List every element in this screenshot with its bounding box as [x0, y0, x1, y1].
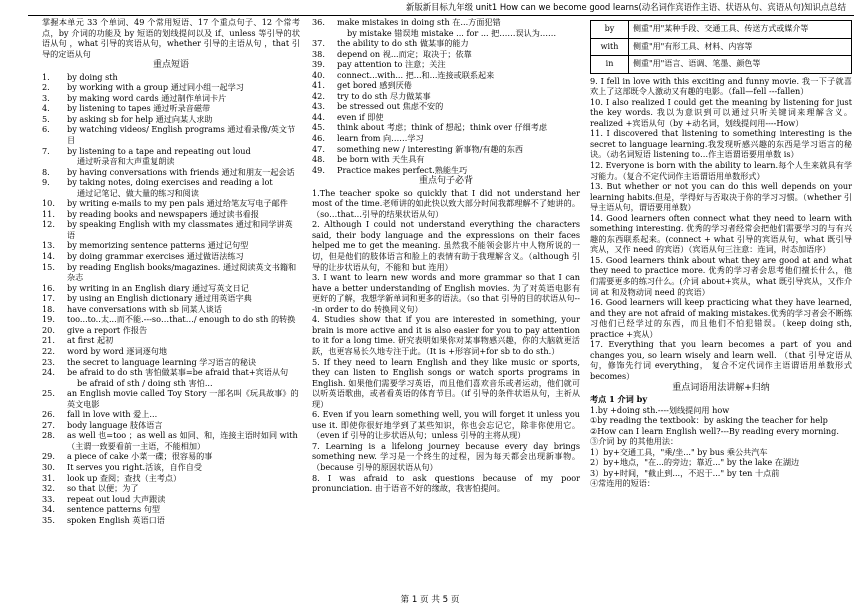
list-item-main: by making word cards 通过制作单词卡片 [67, 92, 227, 103]
list-item-number: 27. [42, 419, 55, 430]
phrase-list [42, 72, 300, 526]
list-item-text [337, 122, 580, 133]
list-item-text [67, 430, 300, 451]
list-item-main: word by word 逐词逐句地 [67, 345, 168, 356]
list-item-text [67, 494, 300, 505]
list-item [42, 325, 300, 336]
list-item-subline: by mistake 错误地 mistake ... for ... 把……误认为…… [347, 27, 557, 38]
list-item-number: 29. [42, 451, 55, 462]
list-item-main: repeat out loud 大声跟读 [67, 493, 166, 504]
list-item-text [67, 293, 300, 304]
sentence-12: 12. Everyone is born with the ability to learn.每个人生来就具有学习能力。（复合不定代词作主语谓语用单数形式） [590, 160, 852, 181]
list-item-number: 20. [42, 324, 55, 335]
list-item-number: 14. [42, 251, 55, 262]
list-item [42, 483, 300, 494]
list-item-main: get bored 感到厌倦 [337, 80, 412, 91]
header-divider [28, 15, 854, 16]
list-item [312, 91, 580, 102]
list-item-number: 28. [42, 430, 55, 441]
list-item [42, 209, 300, 220]
list-item-main: make mistakes in doing sth 在...方面犯错 [337, 17, 501, 27]
list-item-main: It serves you right.活该，自作自受 [67, 461, 203, 472]
table-row [591, 38, 852, 56]
table-cell-value: 侧重"用"某种手段、交通工具、传送方式或媒介等 [629, 21, 852, 39]
list-item-main: connect...with... 把...和...连接或联系起来 [337, 69, 495, 80]
list-item-number: 15. [42, 261, 55, 272]
list-item-text [337, 17, 580, 38]
list-item-number: 10. [42, 198, 55, 209]
list-item-number: 45. [312, 122, 325, 133]
list-item-text [67, 367, 300, 388]
list-item [42, 262, 300, 283]
list-item-text [67, 124, 300, 145]
list-item [312, 80, 580, 91]
list-item-number: 12. [42, 219, 55, 230]
list-item-number: 4. [42, 103, 50, 114]
column-3 [590, 17, 852, 489]
list-item-text [67, 388, 300, 409]
list-item-text [337, 165, 580, 176]
list-item-text [337, 133, 580, 144]
list-item-number: 33. [42, 493, 55, 504]
list-item-main: spoken English 英语口语 [67, 514, 165, 525]
page-footer: 第 1 页 共 5 页 [400, 595, 460, 605]
key-point-title: 考点 1 介词 by [590, 394, 648, 405]
sentence-14: 14. Good learners often connect what they need to learn with something interesting. 优秀的学习者经常会把他们需要学习的与有兴趣的东西联系起来。(connect + what 引导的宾语从句，what 既引导宾从，又作 need 的宾语）（宾语从句三注意：连词，时态加语序） [590, 212, 852, 255]
list-item-text [67, 262, 300, 283]
list-item-main: look up 查阅；查找（主考点） [67, 472, 182, 483]
list-item-main: sentence patterns 句型 [67, 504, 160, 515]
list-item-main: the secret to language learning 学习语言的秘诀 [67, 356, 257, 367]
list-item-main: give a report 作报告 [67, 324, 148, 335]
section-heading-sentences: 重点句子必背 [418, 176, 473, 187]
preposition-table [590, 20, 852, 74]
list-item [312, 165, 580, 176]
list-item-main: by writing in an English diary 通过写英文日记 [67, 282, 249, 293]
list-item-text [67, 314, 300, 325]
list-item-number: 22. [42, 345, 55, 356]
list-item-main: by using an English dictionary 通过用英语字典 [67, 293, 252, 304]
key-point-line: ③介词 by 的其他用法： [590, 436, 679, 447]
list-item-text [67, 103, 300, 114]
key-point-line: ④常连用的短语： [590, 478, 656, 489]
table-cell-value: 侧重"用"有形工具、材料、内容等 [629, 38, 852, 56]
table-cell-key: by [591, 21, 629, 39]
list-item-number: 13. [42, 240, 55, 251]
key-point-line: 3）by+时间，"截止到...，不迟于..." by ten 十点前 [590, 467, 780, 478]
list-item [312, 144, 580, 155]
list-item-number: 36. [312, 17, 325, 27]
list-item-text [337, 80, 580, 91]
list-item-text [67, 325, 300, 336]
list-item-main: be afraid to do sth 害怕做某事=be afraid that+宾语从句 [67, 367, 289, 378]
list-item-text [337, 59, 580, 70]
list-item-number: 24. [42, 367, 55, 378]
section-heading-usage: 重点词语用法讲解+归纳 [672, 382, 770, 393]
list-item-number: 37. [312, 38, 325, 49]
sentence-16: 16. Good learners will keep practicing what they have learned, and they are not afraid of making mistakes.优秀的学习者会不断练习他们已经学过的东西，而且他们不怕犯错误。（keep doing sth, practice +宾从） [590, 297, 852, 339]
list-item-main: by watching videos/ English programs 通过看录像/英文节目 [67, 124, 296, 146]
list-item-number: 8. [42, 166, 50, 177]
list-item-number: 21. [42, 335, 55, 346]
list-item-text [67, 335, 300, 346]
list-item-number: 9. [42, 177, 50, 188]
list-item-text [67, 72, 300, 83]
list-item-text [67, 483, 300, 494]
list-item [312, 133, 580, 144]
list-item-number: 30. [42, 461, 55, 472]
list-item [312, 38, 580, 49]
list-item-text [337, 154, 580, 165]
page-header: 新版新目标九年级 unit1 How can we become good learns(动名词作宾语作主语、状语从句、宾语从句)知识点总结 [405, 2, 846, 12]
list-item-subline: be afraid of sth / doing sth 害怕... [77, 377, 213, 388]
list-item-text [67, 504, 300, 515]
list-item-main: Practice makes perfect.熟能生巧 [337, 164, 468, 175]
list-item-number: 41. [312, 80, 325, 91]
list-item-subline: 通过记笔记、做大量的练习和阅读 [77, 187, 199, 198]
list-item-text [337, 49, 580, 60]
list-item-text [337, 91, 580, 102]
sentence-17: 17. Everything that you learn becomes a part of you and changes you, so learn wisely and learn well. （that 引导定语从句，修饰先行词 everything， 复合不定代词作主语谓语用单数形式 becomes） [590, 339, 852, 381]
table-cell-key: with [591, 38, 629, 56]
list-item-number: 34. [42, 504, 55, 515]
list-item [42, 198, 300, 209]
list-item [42, 240, 300, 251]
sentence-5: 5. If they need to learn English and they like music or sports, they can listen to English songs or watch sports programs in English. 如果他们需要学习英语，而且他们喜欢音乐或者运动，他们就可以听英语歌曲，或者看英语的体育节目。（if 引导的条件状语从句，主祈从现） [312, 356, 580, 409]
list-item [42, 409, 300, 420]
sentence-11: 11. I discovered that listening to something interesting is the secret to language learning.我发现听感兴趣的东西是学习语言的秘诀。（动名词短语 listening to…作主语谓语要用单数 is） [590, 128, 852, 160]
list-item [42, 293, 300, 304]
list-item-text [67, 409, 300, 420]
list-item [312, 17, 580, 38]
list-item-main: think about 考虑；think of 想起；think over 仔细考虑 [337, 122, 548, 133]
list-item-main: by doing sth [67, 71, 118, 82]
list-item-main: by speaking English with my classmates 通过和同学讲英语 [67, 219, 293, 240]
list-item-main: so that 以便；为了 [67, 483, 139, 494]
list-item-main: by listening to tapes 通过听录音磁带 [67, 103, 211, 114]
list-item-number: 44. [312, 111, 325, 122]
list-item [312, 70, 580, 81]
list-item-number: 11. [42, 208, 55, 219]
list-item-main: by having conversations with friends 通过和朋友一起会话 [67, 166, 295, 177]
list-item [312, 49, 580, 60]
sentence-13: 13. But whether or not you can do this well depends on your learning habits.但是，学得好与否取决于你的学习习惯。（whether 引导主语从句，谓语要用单数） [590, 181, 852, 213]
list-item-main: too...to..太...而不能.---so…that…/ enough to do sth 的转换 [67, 314, 296, 325]
sentence-2: 2. Although I could not understand everything the characters said, their body language and the expressions on their faces helped me to get the meaning. 虽然我不能领会影片中人物所说的一切，但是他们的肢体语言和脸上的表情有助于我理解含义。（although 引导的让步状语从句，不能和 but 连用） [312, 219, 580, 272]
sentence-7: 7. Learning is a lifelong journey because every day brings something new. 学习是一个终生的过程，因为每天都会出现新事物。（because 引导的原因状语从句） [312, 440, 580, 472]
list-item [42, 451, 300, 462]
list-item-number: 2. [42, 82, 50, 93]
list-item-main: by doing grammar exercises 通过做语法练习 [67, 251, 244, 262]
list-item-number: 35. [42, 514, 55, 525]
list-item-number: 18. [42, 303, 55, 314]
list-item-number: 42. [312, 90, 325, 101]
list-item-number: 25. [42, 388, 55, 399]
key-point-line: ②How can I learn English well?---By reading every morning. [590, 425, 839, 436]
sentence-10: 10. I also realized I could get the meaning by listening for just the key words. 我以为意识到可以通过只听关键词来理解含义。realized +宾语从句（by +动名词，划线提问用----How） [590, 96, 852, 128]
list-item-number: 17. [42, 293, 55, 304]
table-row [591, 21, 852, 39]
list-item-main: at first 起初 [67, 335, 114, 346]
key-point-line: 1）by+交通工具，"乘/坐..." by bus 乘公共汽车 [590, 446, 768, 457]
list-item-number: 46. [312, 133, 325, 144]
list-item-main: by reading books and newspapers 通过读书看报 [67, 208, 259, 219]
key-point-line: 1.by +doing sth.----划线提问用 how [590, 404, 730, 415]
sentence-4: 4. Studies show that if you are interested in something, your brain is more active and it is also easier for you to pay attention to it for a long time. 研究表明如果你对某事物感兴趣，你的大脑就更活跃，也更容易长久地专注于此。（It is +形容词+for sb to do sth.） [312, 314, 580, 356]
list-item [42, 494, 300, 505]
list-item [42, 367, 300, 388]
list-item-main: by listening to a tape and repeating out loud [67, 145, 251, 156]
list-item-main: have conversations with sb 同某人谈话 [67, 303, 222, 314]
list-item-text [67, 515, 300, 526]
list-item [42, 124, 300, 145]
list-item-text [67, 198, 300, 209]
list-item-number: 6. [42, 124, 50, 135]
list-item [42, 515, 300, 526]
list-item-main: depend on 视...而定；取决于；依靠 [337, 48, 472, 59]
list-item [42, 251, 300, 262]
section-heading-phrases: 重点短语 [152, 60, 189, 71]
list-item [42, 420, 300, 431]
list-item-text [67, 177, 300, 198]
list-item [312, 112, 580, 123]
list-item-text [67, 304, 300, 315]
list-item [42, 504, 300, 515]
list-item [312, 154, 580, 165]
list-item [42, 177, 300, 198]
list-item [42, 388, 300, 409]
list-item-main: even if 即使 [337, 111, 384, 122]
list-item-number: 23. [42, 356, 55, 367]
list-item-number: 32. [42, 483, 55, 494]
list-item-text [337, 144, 580, 155]
list-item-text [67, 219, 300, 240]
list-item-number: 40. [312, 69, 325, 80]
list-item-main: by reading English books/magazines. 通过阅读英文书籍和杂志 [67, 261, 297, 283]
list-item-text [67, 82, 300, 93]
list-item [42, 146, 300, 167]
list-item [42, 103, 300, 114]
list-item-text [337, 112, 580, 123]
list-item [42, 473, 300, 484]
list-item [42, 72, 300, 83]
list-item-text [67, 357, 300, 368]
list-item-number: 38. [312, 48, 325, 59]
list-item-main: by working with a group 通过同小组一起学习 [67, 82, 244, 93]
list-item-main: be stressed out 焦虑不安的 [337, 101, 444, 112]
table-cell-value: 侧重"用"语言、语调、笔墨、颜色等 [629, 56, 852, 74]
list-item [42, 219, 300, 240]
sentence-9: 9. I fell in love with this exciting and funny movie. 我一下子就喜欢上了这部既令人激动又有趣的电影。（fall—fell ---fallen） [590, 75, 852, 97]
list-item-main: learn from 向……学习 [337, 133, 424, 144]
sentence-8: 8. I was afraid to ask questions because of my poor pronunciation. 由于语音不好的缘故，我害怕提问。 [312, 472, 580, 494]
list-item [312, 101, 580, 112]
list-item-text [337, 101, 580, 112]
list-item-number: 49. [312, 164, 325, 175]
list-item-main: by memorizing sentence patterns 通过记句型 [67, 240, 249, 251]
list-item-main: by taking notes, doing exercises and reading a lot [67, 177, 273, 188]
sentence-15: 15. Good learners think about what they are good at and what they need to practice more. 优秀的学习者会思考他们擅长什么，他们需要更多的练习什么。(介词 about+宾从，what 既引导宾从，又作介词 at 和及物动词 need 的宾语） [590, 254, 853, 297]
list-item [42, 93, 300, 104]
list-item-text [67, 451, 300, 462]
list-item-text [67, 462, 300, 473]
list-item-text [67, 251, 300, 262]
list-item-text [337, 38, 580, 49]
list-item-text [67, 167, 300, 178]
list-item-number: 26. [42, 409, 55, 420]
list-item [42, 430, 300, 451]
sentence-1: 1.The teacher spoke so quickly that I did not understand her most of the time.老师讲的如此快以致大部分时间我都理解不了她讲的。（so…that…引导的结果状语从句） [312, 187, 580, 219]
list-item-main: as well 也=too ；as well as 如同、和，连接主语时如同 with（主谓一致要看前一主语，不能相加） [67, 430, 298, 451]
list-item-text [67, 240, 300, 251]
list-item-number: 19. [42, 314, 55, 325]
list-item-main: by writing e-mails to my pen pals 通过给笔友写电子邮件 [67, 198, 288, 209]
list-item-text [67, 114, 300, 125]
list-item-text [67, 420, 300, 431]
list-item [312, 59, 580, 70]
list-item [42, 346, 300, 357]
column-2 [312, 17, 580, 494]
list-item-main: pay attention to 注意；关注 [337, 59, 446, 70]
list-item-number: 7. [42, 145, 50, 156]
list-item-main: by asking sb for help 通过向某人求助 [67, 113, 213, 124]
list-item-number: 1. [42, 71, 50, 82]
list-item-main: fall in love with 爱上... [67, 409, 158, 420]
list-item-text [67, 93, 300, 104]
list-item-text [67, 346, 300, 357]
column-1 [42, 17, 300, 525]
table-cell-key: in [591, 56, 629, 74]
list-item-text [67, 209, 300, 220]
list-item-main: body language 肢体语言 [67, 419, 163, 430]
list-item-number: 48. [312, 154, 325, 165]
table-row [591, 56, 852, 74]
list-item-main: a piece of cake 小菜一碟；很容易的事 [67, 451, 213, 462]
list-item-subline: 通过听录音和大声重复朗读 [77, 156, 175, 167]
list-item-number: 47. [312, 143, 325, 154]
list-item [42, 167, 300, 178]
list-item [42, 114, 300, 125]
key-point-line: 2）by+地点，"在...的旁边；靠近..." by the lake 在湖边 [590, 457, 800, 468]
list-item-number: 5. [42, 113, 50, 124]
list-item [42, 82, 300, 93]
list-item [42, 335, 300, 346]
list-item [42, 462, 300, 473]
list-item-number: 16. [42, 282, 55, 293]
list-item-main: try to do sth 尽力做某事 [337, 90, 431, 101]
list-item-text [67, 146, 300, 167]
list-item-main: be born with 天生具有 [337, 154, 425, 165]
list-item-text [337, 70, 580, 81]
list-item-number: 39. [312, 59, 325, 70]
list-item [42, 283, 300, 294]
list-item-main: an English movie called Toy Story 一部名叫《玩具故事》的英文电影 [67, 388, 299, 409]
sentence-6: 6. Even if you learn something well, you will forget it unless you use it. 即使你很好地学到了某些知识，你也会忘记它，除非你使用它。（even if 引导的让步状语从句；unless 引导的主将从现） [312, 409, 580, 441]
key-point-line: ①by reading the textbook：by asking the teacher for help [590, 415, 828, 426]
list-item-number: 3. [42, 92, 50, 103]
list-item-main: something new / interesting 新事物/有趣的东西 [337, 143, 523, 154]
phrase-list-continued [312, 17, 580, 175]
list-item-number: 43. [312, 101, 325, 112]
list-item [42, 357, 300, 368]
list-item-main: the ability to do sth 做某事的能力 [337, 38, 469, 49]
intro-paragraph: 掌握本单元 33 个单词、49 个常用短语、17 个重点句子、12 个常考点，by 介词的功能及 by 短语的划线提问以及 if、unless 等引导的状语从句 ，what 引导的宾语从句，whether 引导的主语从句 ，that 引导的定语从句 [42, 17, 300, 59]
list-item-text [67, 473, 300, 484]
sentence-3: 3. I want to learn new words and more grammar so that I can have a better understanding of English movies. 为了对英语电影有更好的了解，我想学新单词和更多的语法。（so that 引导的目的状语从句---in order to do 转换同义句） [312, 272, 580, 314]
list-item [42, 314, 300, 325]
list-item [312, 122, 580, 133]
list-item [42, 304, 300, 315]
list-item-text [67, 283, 300, 294]
list-item-number: 31. [42, 472, 55, 483]
